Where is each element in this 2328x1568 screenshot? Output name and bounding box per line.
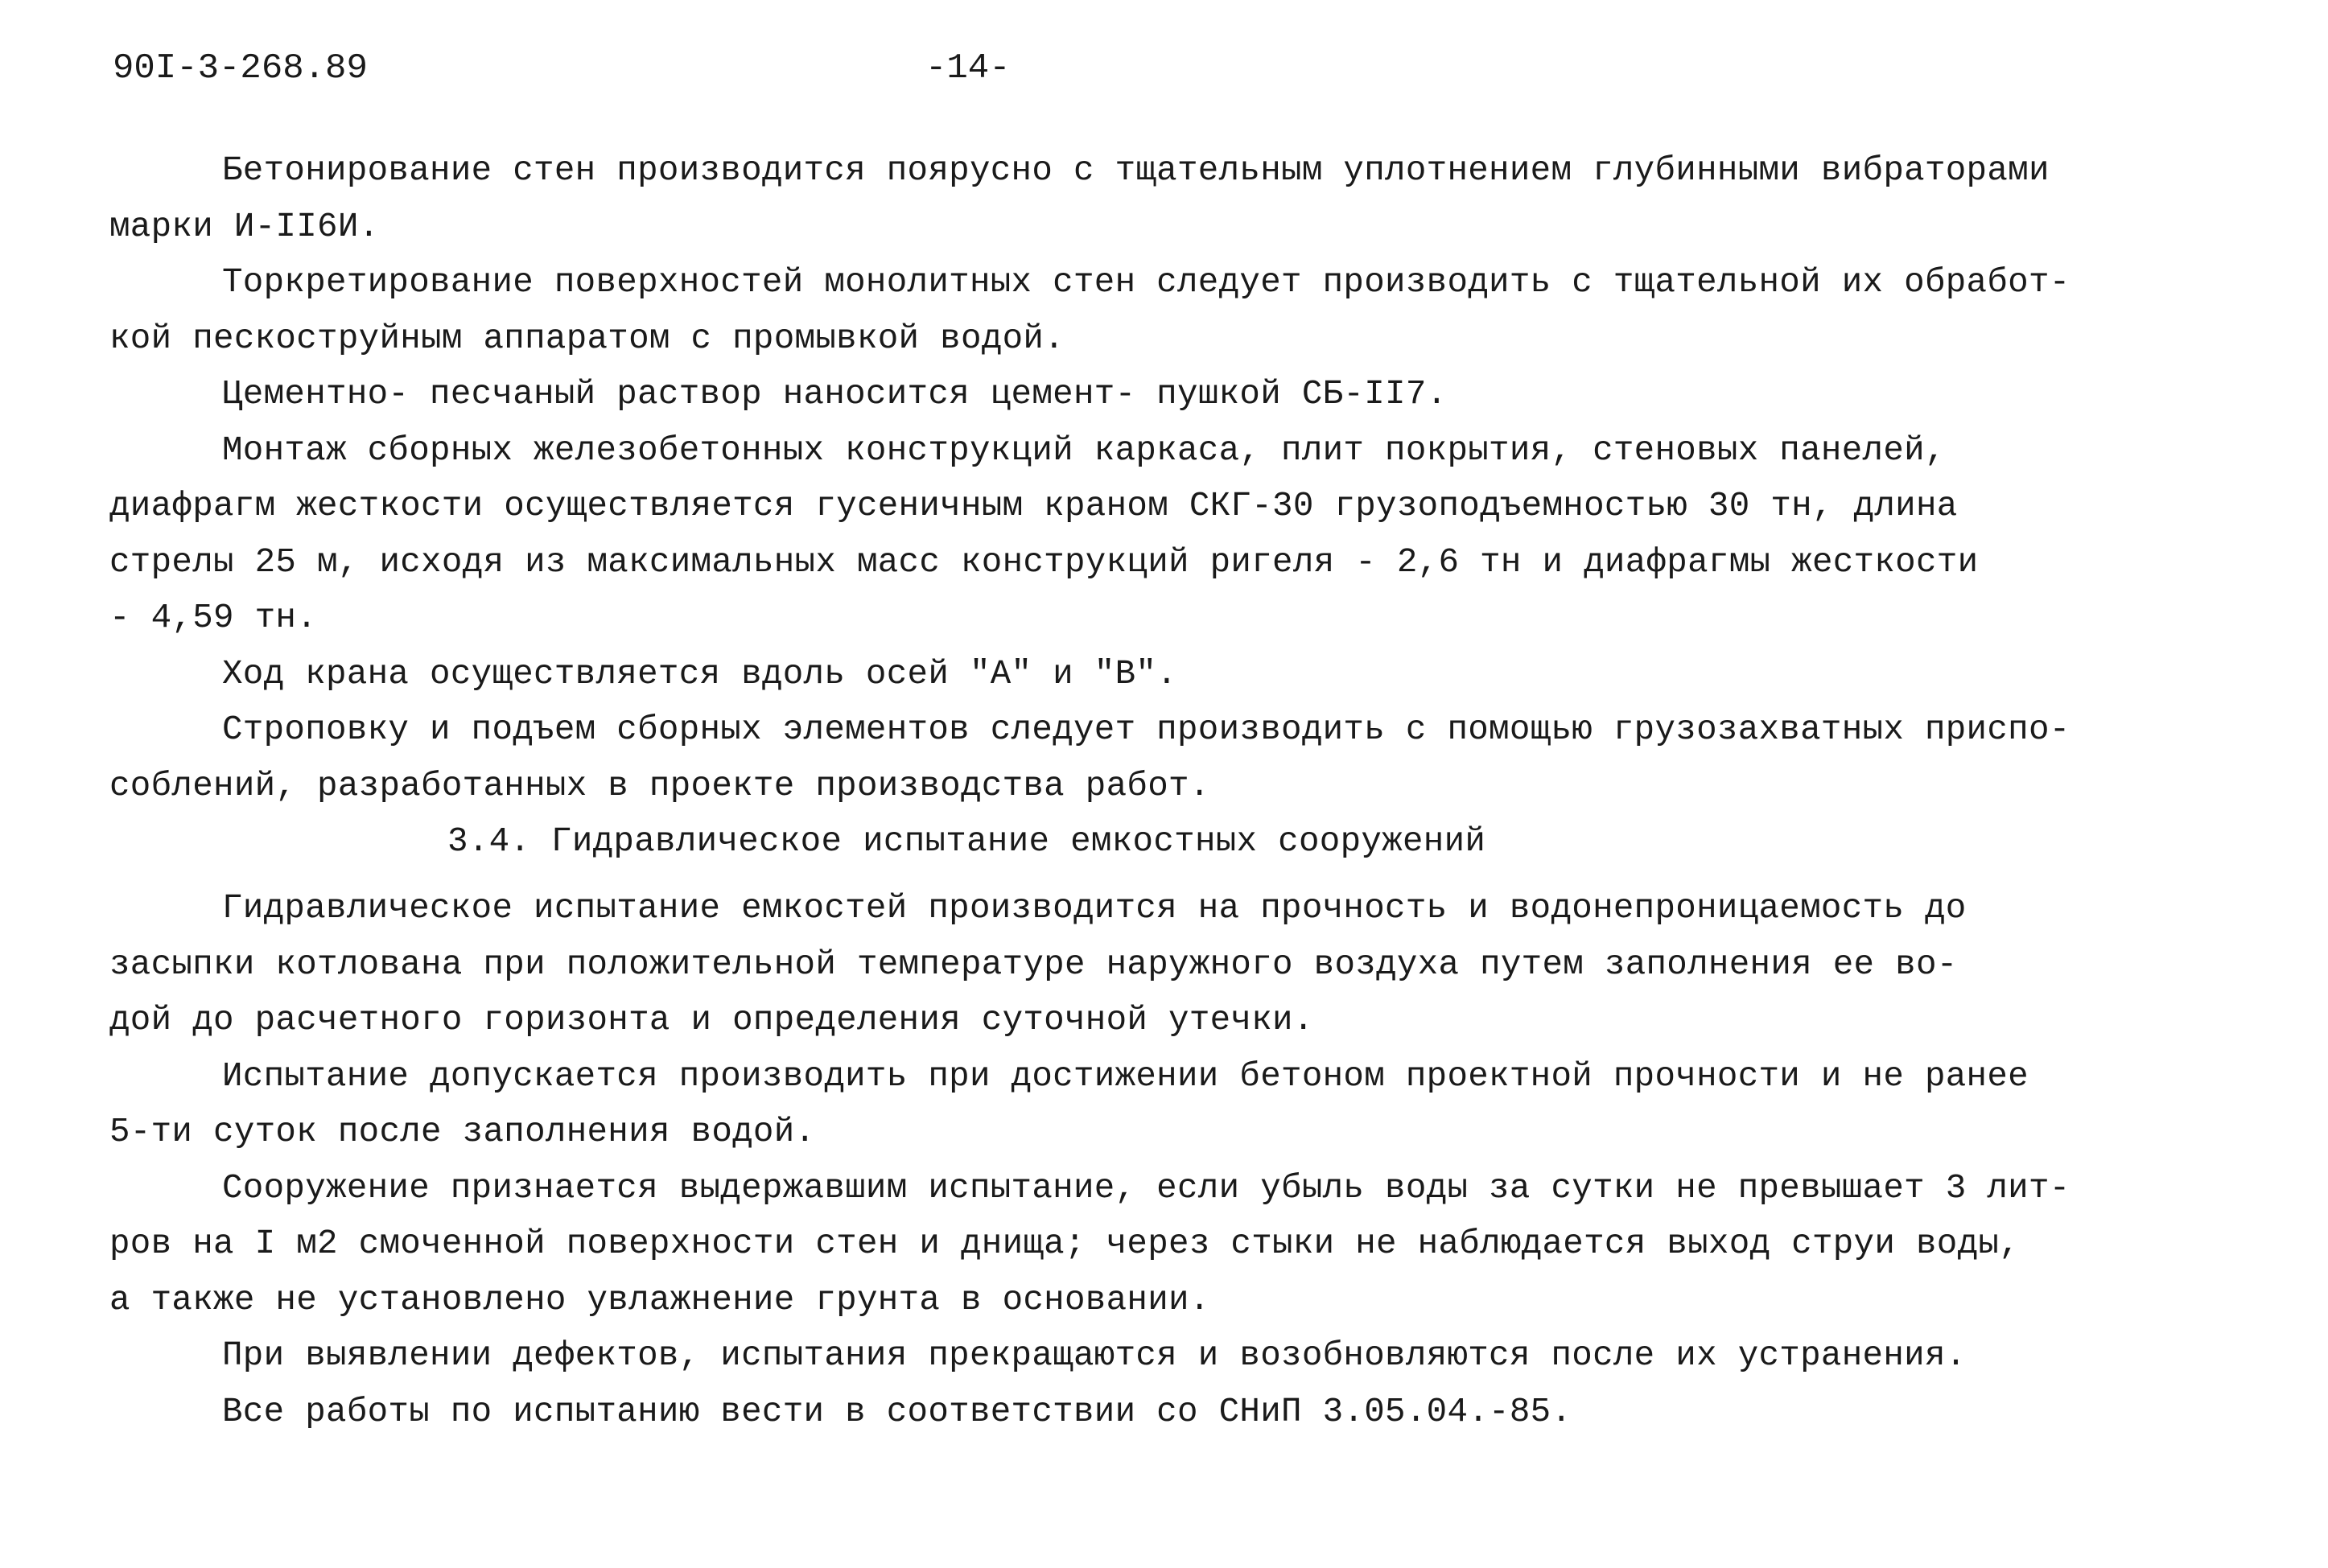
text-line: Цементно- песчаный раствор наносится цемент- пушкой СБ-II7. <box>222 375 1448 414</box>
document-body <box>109 143 2234 1440</box>
text-line: стрелы 25 м, исходя из максимальных масс конструкций ригеля - 2,6 тн и диафрагмы жесткости <box>109 542 1979 582</box>
text-line: соблений, разработанных в проекте производства работ. <box>109 766 1210 805</box>
text-line: дой до расчетного горизонта и определения суточной утечки. <box>109 1001 1314 1039</box>
text-line: Бетонирование стен производится поярусно с тщательным уплотнением глубинными вибраторами <box>222 151 2050 190</box>
text-line: Строповку и подъем сборных элементов следует производить с помощью грузозахватных приспо- <box>222 710 2070 749</box>
document-code: 90I-3-268.89 <box>113 48 368 88</box>
text-line: Монтаж сборных железобетонных конструкций каркаса, плит покрытия, стеновых панелей, <box>222 430 1946 470</box>
text-line: кой пескоструйным аппаратом с промывкой водой. <box>109 319 1065 358</box>
page-header <box>0 40 2328 97</box>
text-line: Все работы по испытанию вести в соответствии со СНиП 3.05.04.-85. <box>222 1392 1572 1431</box>
text-line: ров на I м2 смоченной поверхности стен и днища; через стыки не наблюдается выход струи воды, <box>109 1224 2020 1263</box>
text-line: При выявлении дефектов, испытания прекращаются и возобновляются после их устранения. <box>222 1336 1967 1375</box>
text-line: Испытание допускается производить при достижении бетоном проектной прочности и не ранее <box>222 1056 2029 1096</box>
text-line: Гидравлическое испытание емкостей производится на прочность и водонепроницаемость до <box>222 889 1967 928</box>
text-line: марки И-II6И. <box>109 207 380 246</box>
text-line: засыпки котлована при положительной температуре наружного воздуха путем заполнения ее во- <box>109 945 1958 984</box>
text-line: Торкретирование поверхностей монолитных стен следует производить с тщательной их обработ- <box>222 263 2070 302</box>
text-line: - 4,59 тн. <box>109 599 318 637</box>
text-line: а также не установлено увлажнение грунта в основании. <box>109 1280 1210 1319</box>
text-line: Сооружение признается выдержавшим испытание, если убыль воды за сутки не превышает 3 лит- <box>222 1168 2070 1208</box>
section-heading: 3.4. Гидравлическое испытание емкостных сооружений <box>447 822 1486 861</box>
page-number: -14- <box>925 48 1011 88</box>
text-line: диафрагм жесткости осуществляется гусеничным краном СКГ-30 грузоподъемностью 30 тн, длина <box>109 487 1958 525</box>
text-line: Ход крана осуществляется вдоль осей "А" и "В". <box>222 654 1177 693</box>
text-line: 5-ти суток после заполнения водой. <box>109 1113 816 1151</box>
